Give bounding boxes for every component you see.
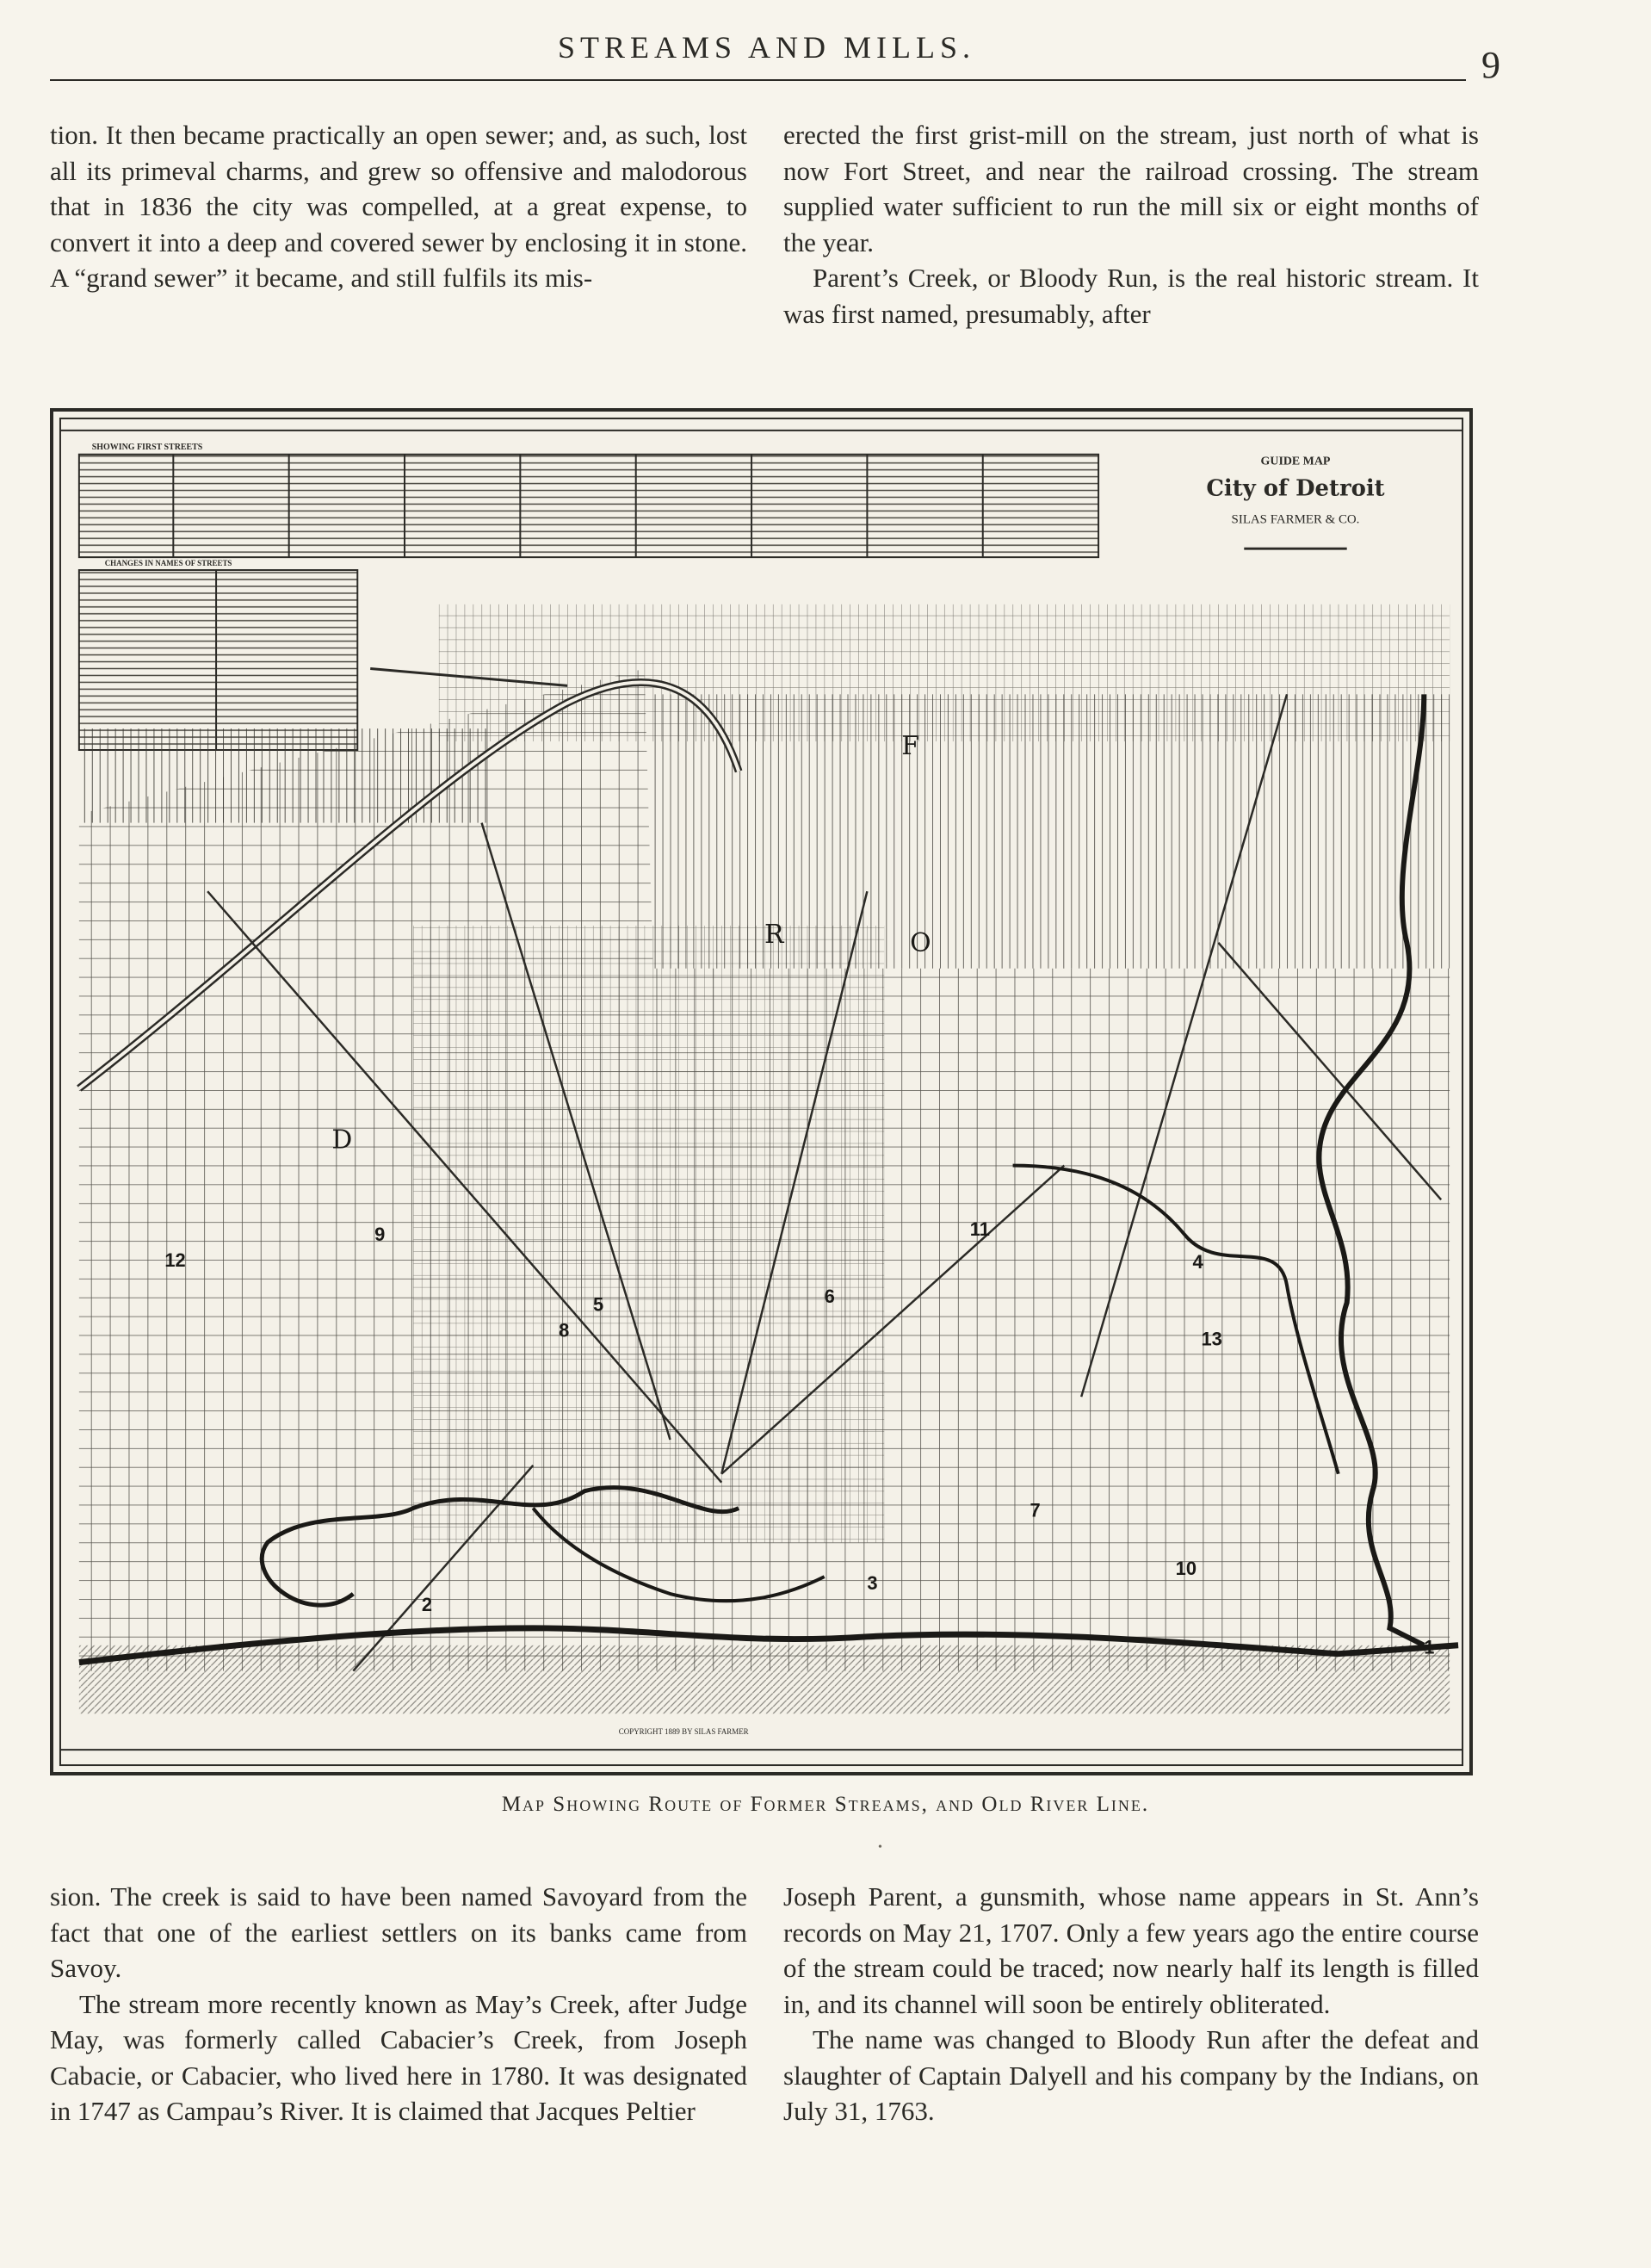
ward-number: 4 [1192,1250,1203,1273]
paragraph: The name was changed to Bloody Run after the defeat and slaughter of Captain Dalyell and his company by the Indians, on July 31, 1763. [783,2024,1479,2126]
page-number: 9 [1481,44,1500,86]
ward-number: 11 [969,1218,990,1241]
paragraph: erected the first grist-mill on the stream, just north of what is now Fort Street, and near the railroad crossing. The stream supplied water sufficient to run the mill six or eight months of the year. [783,120,1479,257]
changes-table-heading: CHANGES IN NAMES OF STREETS [104,559,232,568]
page-header [50,0,1500,86]
text-column-bottom-left [50,1879,747,2129]
text-column-top-left [50,117,747,296]
ward-number: 13 [1201,1328,1222,1350]
map-letter: O [910,927,931,958]
paragraph: tion. It then became practically an open sewer; and, as such, lost all its primeval charms, and grew so offensive and malodorous that in 1836 the city was compelled, at a great expense, to convert it into a deep and covered sewer by enclosing it in stone. A “grand sewer” it became, and still fulfils its mis- [50,120,747,293]
map-copyright: COPYRIGHT 1889 BY SILAS FARMER [618,1727,749,1737]
ward-number: 2 [421,1593,433,1615]
paragraph: Parent’s Creek, or Bloody Run, is the real historic stream. It was first named, presumably, after [783,263,1479,329]
ink-mark: • [878,1841,882,1854]
map-title-line1: GUIDE MAP [1260,455,1331,468]
running-title: STREAMS AND MILLS. [557,30,976,65]
text-column-top-right [783,117,1479,332]
ward-number: 6 [824,1285,835,1307]
header-rule [50,79,1466,81]
ward-number: 1 [1424,1636,1435,1658]
ward-number: 9 [374,1224,386,1246]
paragraph: Joseph Parent, a gunsmith, whose name appears in St. Ann’s records on May 21, 1707. Only a few years ago the entire course of the stream could be traced; now nearly half its length is filled in, and its channel will soon be entirely obliterated. [783,1881,1479,2019]
street-table-heading: SHOWING FIRST STREETS [91,442,203,452]
map-title-line2: City of Detroit [1206,475,1385,502]
map-publisher: SILAS FARMER & CO. [1231,512,1360,527]
paragraph: The stream more recently known as May’s Creek, after Judge May, was formerly called Cabacier’s Creek, from Joseph Cabacie, or Cabacier, who lived here in 1780. It was designated in 1747 as Campau’s River. It is claimed that Jacques Peltier [50,1988,747,2126]
map-letter: R [764,919,784,950]
map-drawing [53,412,1469,1772]
ward-number: 3 [867,1572,878,1595]
ward-number: 5 [592,1293,604,1316]
ward-number: 7 [1030,1499,1041,1521]
city-map [50,408,1473,1775]
ward-number: 12 [164,1249,186,1271]
ward-number: 8 [559,1319,570,1342]
text-column-bottom-right [783,1879,1479,2129]
map-caption: Map Showing Route of Former Streams, and Old River Line. [501,1793,1150,1816]
map-letter: D [331,1125,353,1156]
ward-number: 10 [1175,1558,1197,1580]
map-letter: F [901,730,919,761]
paragraph: sion. The creek is said to have been named Savoyard from the fact that one of the earliest settlers on its banks came from Savoy. [50,1881,747,1983]
